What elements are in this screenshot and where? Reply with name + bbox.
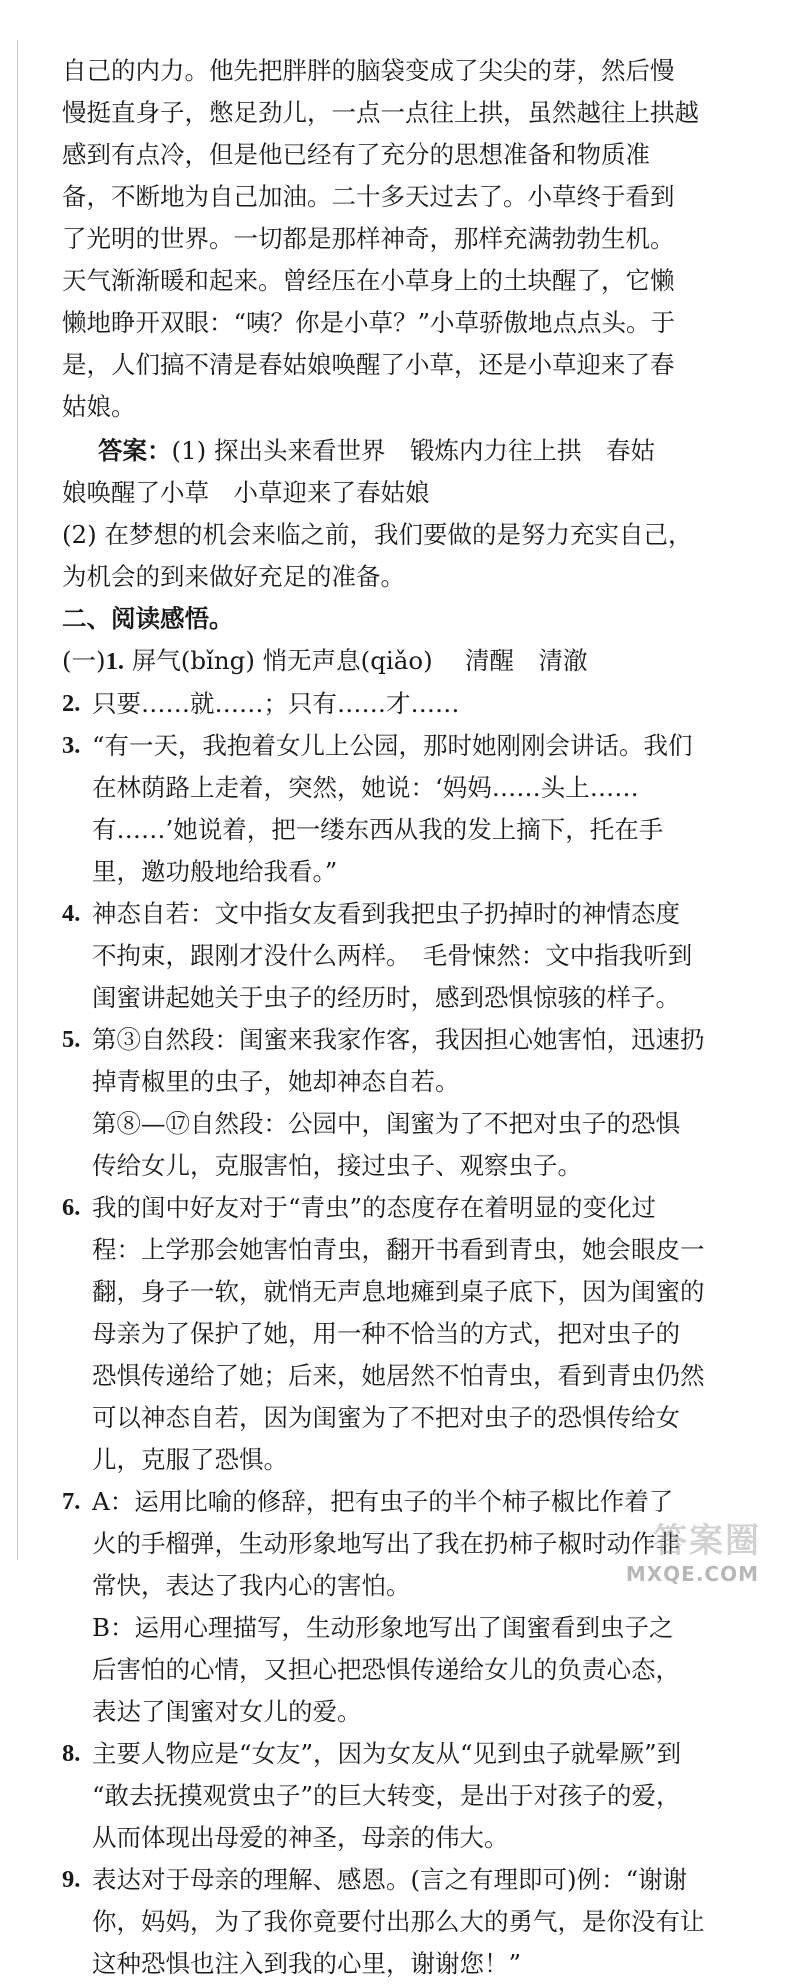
question-answer-line: 我的闺中好友对于“青虫”的态度存在着明显的变化过 <box>92 1193 657 1222</box>
watermark-logo: 答案圈 <box>653 1521 761 1561</box>
question-answer-line: 可以神态自若，因为闺蜜为了不把对虫子的恐惧传给女 <box>92 1403 680 1432</box>
question-answer-line: B：运用心理描写，生动形象地写出了闺蜜看到虫子之 <box>92 1613 674 1642</box>
answer-page <box>62 50 762 1985</box>
question-answer-line: 程：上学那会她害怕青虫，翻开书看到青虫，她会眼皮一 <box>92 1235 705 1264</box>
question-item <box>62 1733 762 1859</box>
question-answer-line: “有一天，我抱着女儿上公园，那时她刚刚会讲话。我们 <box>92 731 693 760</box>
story-line: 天气渐渐暖和起来。曾经压在小草身上的土块醒了，它懒 <box>62 266 675 295</box>
question-answer-line: 常快，表达了我内心的害怕。 <box>92 1571 411 1600</box>
question-answer-line: 神态自若：文中指女友看到我把虫子扔掉时的神情态度 <box>92 899 680 928</box>
story-line: 慢挺直身子，憋足劲儿，一点一点往上拱，虽然越往上拱越 <box>62 98 699 127</box>
answer-part1-line1 <box>62 430 762 472</box>
question-number: 2. <box>62 690 81 717</box>
question-item <box>62 683 762 725</box>
question-number: 9. <box>62 1866 81 1893</box>
question-number: 1. <box>105 648 124 675</box>
question-answer-line: 你，妈妈，为了我你竟要付出那么大的勇气，是你没有让 <box>92 1907 705 1936</box>
question-number: 4. <box>62 900 81 927</box>
question-answer-line: 翻，身子一软，就悄无声息地瘫到桌子底下，因为闺蜜的 <box>92 1277 705 1306</box>
answer-part1-text: (1) 探出头来看世界 锻炼内力往上拱 春姑 <box>171 436 655 465</box>
story-line: 姑娘。 <box>62 392 136 421</box>
question-answer-line: 从而体现出母爱的神圣，母亲的伟大。 <box>92 1823 509 1852</box>
story-excerpt <box>62 50 762 428</box>
question-list <box>62 683 762 1985</box>
question-answer-line: 传给女儿，克服害怕，接过虫子、观察虫子。 <box>92 1151 582 1180</box>
question-answer-line: 主要人物应是“女友”，因为女友从“见到虫子就晕厥”到 <box>92 1739 682 1768</box>
question-answer-line: 后害怕的心情，又担心把恐惧传递给女儿的负责心态， <box>92 1655 680 1684</box>
question-answer-line: 掉青椒里的虫子，她却神态自若。 <box>92 1067 460 1096</box>
story-line: 是，人们搞不清是春姑娘唤醒了小草，还是小草迎来了春 <box>62 350 675 379</box>
question-item <box>62 1187 762 1481</box>
question-answer: 屏气(bǐng) 悄无声息(qiǎo) 清醒 清澈 <box>124 646 588 675</box>
question-group-prefix: (一) <box>62 646 106 675</box>
story-line: 备，不断地为自己加油。二十多天过去了。小草终于看到 <box>62 182 675 211</box>
story-line: 了光明的世界。一切都是那样神奇，那样充满勃勃生机。 <box>62 224 675 253</box>
story-line: 感到有点冷，但是他已经有了充分的思想准备和物质准 <box>62 140 650 169</box>
section-heading: 二、阅读感悟。 <box>62 604 234 633</box>
page-margin-rule <box>17 40 18 1560</box>
question-item <box>62 893 762 1019</box>
answer-block <box>62 430 762 598</box>
question-item <box>62 1019 762 1187</box>
question-answer-line: 恐惧传递给了她；后来，她居然不怕青虫，看到青虫仍然 <box>92 1361 705 1390</box>
question-number: 8. <box>62 1740 81 1767</box>
story-line: 自己的内力。他先把胖胖的脑袋变成了尖尖的芽，然后慢 <box>62 56 675 85</box>
question-answer-line: 这种恐惧也注入到我的心里，谢谢您！” <box>92 1949 522 1978</box>
question-item <box>62 1859 762 1985</box>
answer-label: 答案： <box>98 436 172 465</box>
question-answer-line: 火的手榴弹，生动形象地写出了我在扔柿子椒时动作非 <box>92 1529 680 1558</box>
question-number: 6. <box>62 1194 81 1221</box>
question-1 <box>62 640 762 683</box>
question-answer-line: 在林荫路上走着，突然，她说：‘妈妈……头上…… <box>92 773 639 802</box>
question-answer-line: 不拘束，跟刚才没什么两样。 毛骨悚然：文中指我听到 <box>92 941 693 970</box>
question-number: 5. <box>62 1026 81 1053</box>
answer-part1-line2: 娘唤醒了小草 小草迎来了春姑娘 <box>62 478 430 507</box>
answer-part2-line2: 为机会的到来做好充足的准备。 <box>62 562 405 591</box>
question-answer-line: A：运用比喻的修辞，把有虫子的半个柿子椒比作着了 <box>92 1487 674 1516</box>
question-answer-line: “敢去抚摸观赏虫子”的巨大转变，是出于对孩子的爱， <box>92 1781 681 1810</box>
question-number: 7. <box>62 1488 81 1515</box>
question-answer-line: 里，邀功般地给我看。” <box>92 857 338 886</box>
watermark-url: MXQE.COM <box>625 1562 759 1586</box>
question-answer-line: 母亲为了保护了她，用一种不恰当的方式，把对虫子的 <box>92 1319 680 1348</box>
question-answer-line: 只要……就……；只有……才…… <box>92 689 460 718</box>
question-answer-line: 表达对于母亲的理解、感恩。(言之有理即可)例：“谢谢 <box>92 1865 688 1894</box>
question-answer-line: 有……’她说着，把一缕东西从我的发上摘下，托在手 <box>92 815 664 844</box>
question-number: 3. <box>62 732 81 759</box>
story-line: 懒地睁开双眼：“咦？你是小草？”小草骄傲地点点头。于 <box>62 308 676 337</box>
question-answer-line: 表达了闺蜜对女儿的爱。 <box>92 1697 362 1726</box>
question-answer-line: 第③自然段：闺蜜来我家作客，我因担心她害怕，迅速扔 <box>92 1025 705 1054</box>
question-answer-line: 闺蜜讲起她关于虫子的经历时，感到恐惧惊骇的样子。 <box>92 983 680 1012</box>
answer-part2-line1: (2) 在梦想的机会来临之前，我们要做的是努力充实自己， <box>62 520 693 549</box>
question-item <box>62 725 762 893</box>
question-answer-line: 儿，克服了恐惧。 <box>92 1445 288 1474</box>
question-answer-line: 第⑧—⑰自然段：公园中，闺蜜为了不把对虫子的恐惧 <box>92 1109 680 1138</box>
